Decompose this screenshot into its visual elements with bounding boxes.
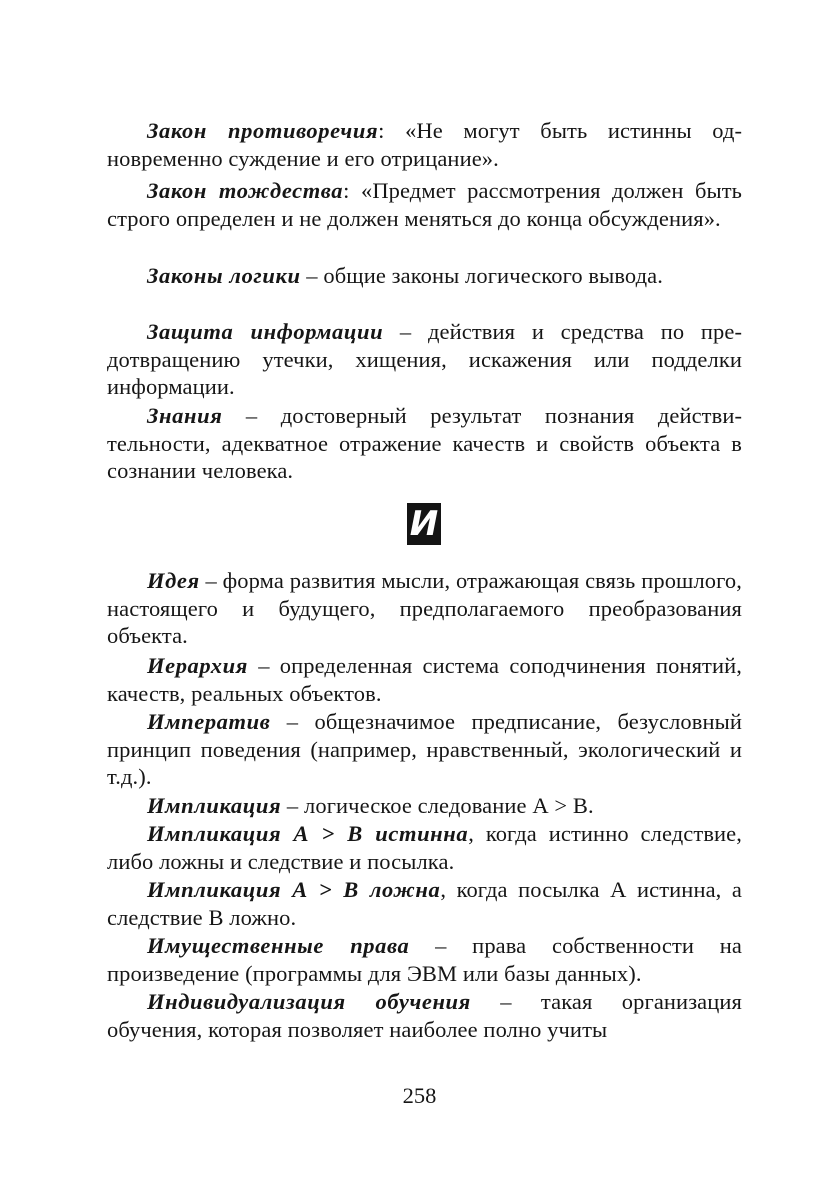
entry-definition: определенная система соподчинения понятий, качеств, реальных объектов. [107,653,742,706]
entry-separator: – [247,653,280,678]
entry-separator: – [470,989,541,1014]
dictionary-entry [107,262,742,290]
entry-separator: , [440,877,457,902]
entry-definition: когда истинно следствие, либо ложны и следствие и посылка. [107,821,742,874]
entry-separator: – [383,319,428,344]
entry-definition: когда посылка А истинна, а следствие В ложно. [107,877,743,930]
entry-term: Импликация А > В ложна [147,877,441,902]
dictionary-entry [107,402,742,485]
entry-term: Индивидуализация обучения [147,989,471,1014]
entry-definition: «Предмет рассмотрения должен быть строго определен и не должен меняться до конца обсуждения». [107,178,743,231]
entry-definition: логическое следование А > В. [304,793,594,818]
entry-separator: – [281,793,305,818]
entry-separator: – [222,403,281,428]
dictionary-entry [107,820,742,875]
entry-separator: – [409,933,473,958]
entry-term: Закон тождества [147,178,344,203]
entry-term: Импликация А > В истинна [147,821,469,846]
entry-term: Имущественные права [147,933,410,958]
dictionary-entry [107,988,742,1043]
entry-term: Защита информации [147,319,384,344]
entry-separator: – [270,709,315,734]
entry-definition: «Не могут быть истинны одновременно суждение и его отрицание». [107,118,742,171]
entry-term: Идея [147,568,200,593]
entry-term: Иерархия [147,653,248,678]
entry-separator: : [343,178,361,203]
entry-separator: : [378,118,406,143]
dictionary-entry [107,932,742,987]
dictionary-entry [107,117,742,172]
entry-separator: – [300,263,324,288]
dictionary-entry [107,567,742,650]
entry-definition: права собственности на произведение (программы для ЭВМ или базы данных). [107,933,742,986]
entry-definition: общие законы логического вывода. [323,263,663,288]
entry-separator: – [199,568,223,593]
dictionary-entry [107,708,742,791]
entry-term: Импликация [147,793,282,818]
entry-separator: , [468,821,486,846]
dictionary-entry [107,792,742,820]
dictionary-entry [107,652,742,707]
dictionary-entry [107,318,742,401]
section-letter: И [409,504,439,544]
entry-term: Знания [147,403,223,428]
section-letter-block [407,503,441,545]
entry-definition: форма развития мысли, отражающая связь прошлого, настоящего и будущего, предполагаемого преобразования объекта. [107,568,742,648]
entry-term: Законы логики [147,263,301,288]
entry-definition: общезначимое предписание, безусловный принцип поведения (например, нравственный, экологический и т.д.). [107,709,742,789]
entry-term: Закон противоречия [147,118,379,143]
entry-definition: достоверный результат познания действительности, адекватное отражение качеств и свойств объекта в сознании человека. [107,403,742,483]
dictionary-entry [107,876,742,931]
entry-definition: такая организация обучения, которая позволяет наиболее полно учиты [107,989,742,1042]
entry-term: Императив [147,709,271,734]
entry-definition: действия и средства по предотвращению утечки, хищения, искажения или подделки информации. [107,319,742,399]
page-number: 258 [402,1083,437,1108]
dictionary-entry [107,177,742,232]
